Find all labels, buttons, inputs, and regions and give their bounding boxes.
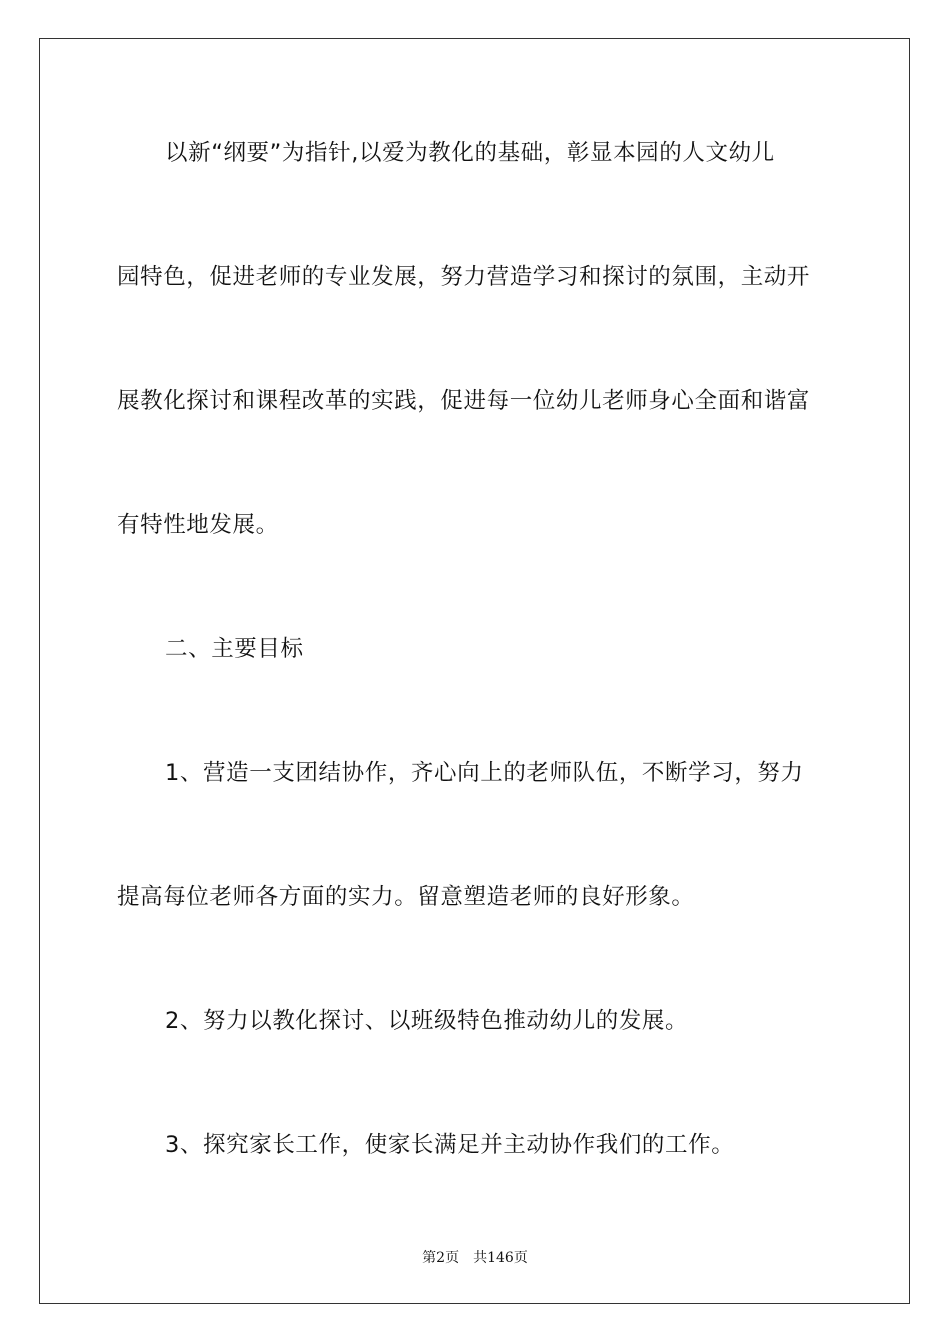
page-frame <box>39 38 910 1304</box>
goal-1-line-1: 1、营造一支团结协作，齐心向上的老师队伍，不断学习，努力 <box>165 760 804 786</box>
paragraph-line-2: 园特色，促进老师的专业发展，努力营造学习和探讨的氛围，主动开 <box>117 264 811 290</box>
page-number: 第2页 <box>422 1250 460 1266</box>
page-footer <box>0 1249 950 1267</box>
goal-1-line-2: 提高每位老师各方面的实力。留意塑造老师的良好形象。 <box>117 884 695 910</box>
goal-3: 3、探究家长工作，使家长满足并主动协作我们的工作。 <box>165 1132 735 1158</box>
section-heading: 二、主要目标 <box>165 636 304 662</box>
paragraph-line-3: 展教化探讨和课程改革的实践，促进每一位幼儿老师身心全面和谐富 <box>117 388 811 414</box>
goal-2: 2、努力以教化探讨、以班级特色推动幼儿的发展。 <box>165 1008 689 1034</box>
page-total: 共146页 <box>473 1250 528 1266</box>
paragraph-line-4: 有特性地发展。 <box>117 512 279 538</box>
paragraph-line-1: 以新“纲要”为指针,以爱为教化的基础，彰显本园的人文幼儿 <box>165 140 775 166</box>
